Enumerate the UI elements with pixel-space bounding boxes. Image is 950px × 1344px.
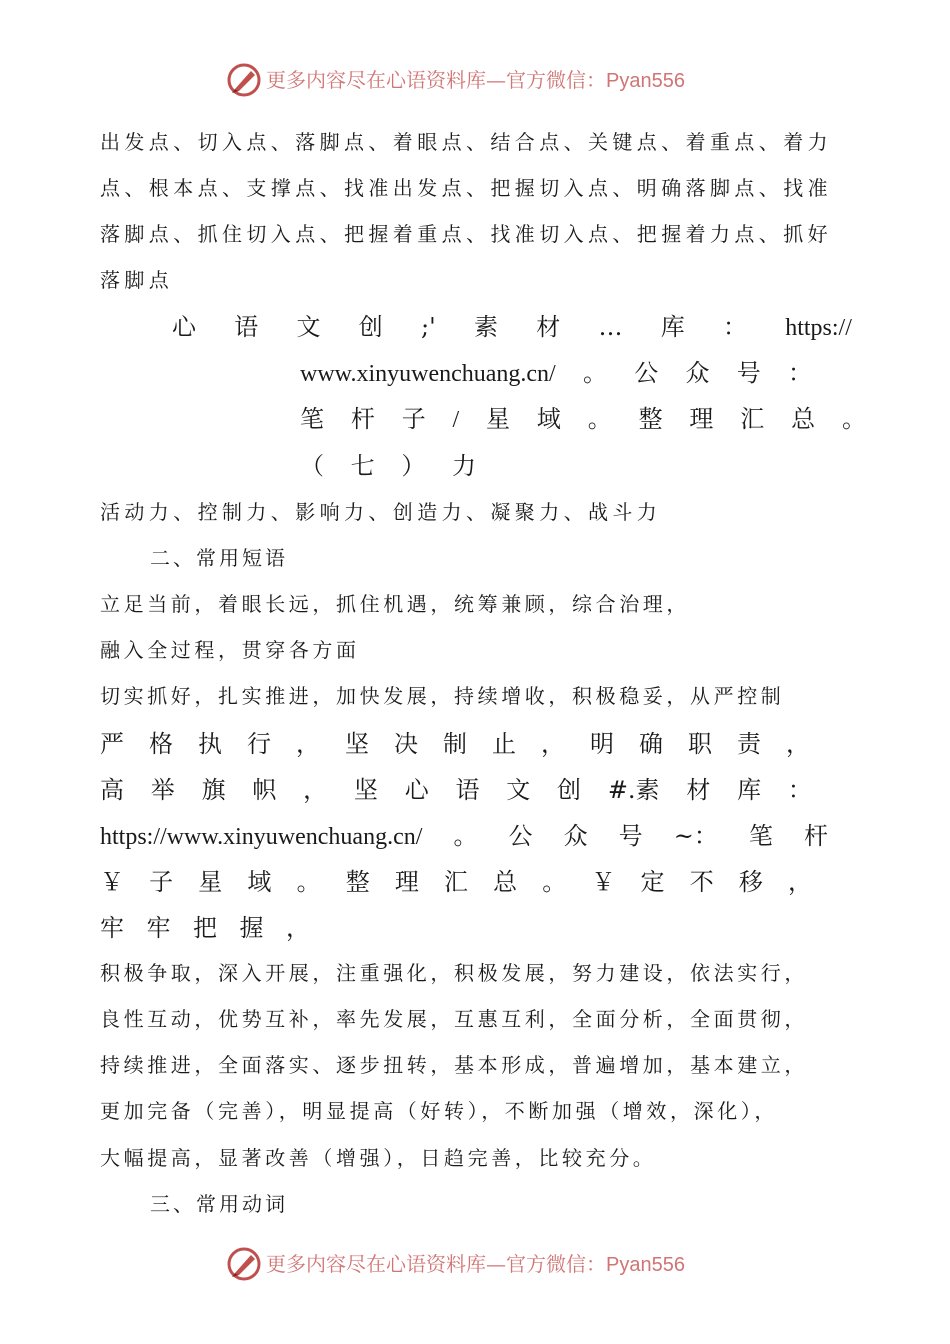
- word-token: ，: [787, 868, 812, 896]
- word-token: 责: [737, 730, 761, 758]
- word-token: 。: [587, 405, 612, 433]
- word-token: 子: [401, 405, 426, 433]
- word-token: 举: [150, 776, 175, 804]
- word-token: ￥: [100, 868, 124, 896]
- word-token: 总: [493, 868, 518, 896]
- word-token: 帜: [252, 776, 277, 804]
- word-token: 库: [737, 776, 762, 804]
- word-token: 文: [506, 776, 531, 804]
- banner-text: 更多内容尽在心语资料库—官方微信：Pyan556: [266, 68, 685, 92]
- justified-line: [100, 774, 812, 806]
- word-token: 定: [640, 868, 665, 896]
- word-token: ）: [401, 452, 426, 480]
- justified-line: [300, 357, 812, 390]
- word-token: 整: [638, 405, 663, 433]
- word-token: 域: [247, 868, 272, 896]
- text-line: 持续推进，全面落实、逐步扭转，基本形成，普遍增加，基本建立，: [100, 1053, 808, 1077]
- text-line: 融入全过程，贯穿各方面: [100, 638, 360, 662]
- word-token: 止: [492, 730, 516, 758]
- word-token: 理: [689, 405, 714, 433]
- justified-line: [100, 912, 310, 944]
- word-token: 七: [350, 452, 375, 480]
- word-token: #.素: [607, 776, 660, 804]
- word-token: ，: [296, 730, 320, 758]
- word-token: 。: [296, 868, 321, 896]
- word-token: ~：: [673, 822, 718, 850]
- word-token: 众: [685, 359, 710, 387]
- word-token: 职: [688, 730, 712, 758]
- justified-line: [300, 450, 476, 482]
- word-token: 。: [542, 868, 567, 896]
- wechat-id: Pyan556: [606, 70, 685, 92]
- word-token: …: [598, 313, 623, 341]
- word-token: 创: [358, 313, 383, 341]
- text-line: 更加完备（完善），明显提高（好转），不断加强（增效，深化），: [100, 1099, 778, 1123]
- word-token: ：: [722, 313, 747, 341]
- text-line: 点、根本点、支撑点、找准出发点、把握切入点、明确落脚点、找准: [100, 176, 832, 200]
- word-token: 行: [247, 730, 271, 758]
- word-token: 汇: [443, 868, 468, 896]
- word-token: ：: [787, 776, 812, 804]
- word-token: ：: [787, 359, 812, 387]
- word-token: 明: [590, 730, 614, 758]
- text-line: 大幅提高，显著改善（增强），日趋完善，比较充分。: [100, 1146, 657, 1170]
- header-banner: [0, 60, 950, 100]
- section-heading: 二、常用短语: [150, 546, 288, 570]
- word-token: 把: [193, 914, 217, 942]
- word-token: 格: [149, 730, 173, 758]
- word-token: 移: [738, 868, 763, 896]
- word-token: 牢: [100, 914, 124, 942]
- word-token: 文: [296, 313, 321, 341]
- word-token: 执: [198, 730, 222, 758]
- word-token: 总: [791, 405, 816, 433]
- footer-banner: [0, 1244, 950, 1284]
- text-line: 活动力、控制力、影响力、创造力、凝聚力、战斗力: [100, 500, 662, 524]
- text-line: 落脚点: [100, 268, 174, 292]
- word-token: 心: [404, 776, 429, 804]
- text-line: 立足当前，着眼长远，抓住机遇，统筹兼顾，综合治理，: [100, 592, 690, 616]
- word-token: 杆: [350, 405, 375, 433]
- justified-line: [172, 311, 852, 344]
- word-token: 理: [394, 868, 419, 896]
- word-token: 。: [841, 405, 866, 433]
- word-token: 素: [473, 313, 498, 341]
- word-token: 。: [582, 359, 607, 387]
- word-token: 。: [453, 822, 478, 850]
- word-token: 号: [736, 359, 761, 387]
- word-token: 星: [486, 405, 511, 433]
- word-token: 星: [198, 868, 223, 896]
- word-token: 语: [455, 776, 480, 804]
- word-token: 制: [443, 730, 467, 758]
- justified-line: [100, 866, 812, 898]
- text-line: 良性互动，优势互补，率先发展，互惠互利，全面分析，全面贯彻，: [100, 1007, 808, 1031]
- word-token: 库: [660, 313, 685, 341]
- word-token: 笔: [748, 822, 773, 850]
- word-token: 不: [689, 868, 714, 896]
- word-token: 子: [149, 868, 174, 896]
- word-token: 坚: [345, 730, 369, 758]
- word-token: 公: [508, 822, 533, 850]
- word-token: 材: [536, 313, 561, 341]
- word-token: 笔: [300, 405, 324, 433]
- word-token: 域: [536, 405, 561, 433]
- text-line: 积极争取，深入开展，注重强化，积极发展，努力建设，依法实行，: [100, 961, 808, 985]
- word-token: 确: [639, 730, 663, 758]
- word-token: ￥: [591, 868, 616, 896]
- word-token: 旗: [201, 776, 226, 804]
- word-token: 语: [234, 313, 259, 341]
- word-token: https://: [785, 315, 852, 341]
- text-line: 切实抓好，扎实推进，加快发展，持续增收，积极稳妥，从严控制: [100, 684, 785, 708]
- banner-text: 更多内容尽在心语资料库—官方微信：Pyan556: [266, 1252, 685, 1276]
- word-token: www.xinyuwenchuang.cn/: [300, 361, 556, 387]
- justified-line: [300, 403, 866, 436]
- pen-logo-icon: [226, 62, 262, 98]
- text-line: 出发点、切入点、落脚点、着眼点、结合点、关键点、着重点、着力: [100, 130, 832, 154]
- word-token: 力: [451, 452, 476, 480]
- word-token: ，: [303, 776, 328, 804]
- word-token: 牢: [146, 914, 171, 942]
- word-token: /: [452, 407, 460, 433]
- word-token: 高: [100, 776, 124, 804]
- text-line: 落脚点、抓住切入点、把握着重点、找准切入点、把握着力点、抓好: [100, 222, 832, 246]
- word-token: 公: [634, 359, 659, 387]
- word-token: ，: [541, 730, 565, 758]
- word-token: 握: [239, 914, 264, 942]
- word-token: 材: [686, 776, 711, 804]
- justified-line: [100, 728, 810, 760]
- word-token: 号: [618, 822, 643, 850]
- word-token: 杆: [803, 822, 828, 850]
- word-token: ;': [421, 313, 436, 341]
- word-token: 心: [172, 313, 196, 341]
- word-token: ，: [286, 914, 310, 942]
- section-heading: 三、常用动词: [150, 1192, 288, 1216]
- word-token: 整: [345, 868, 370, 896]
- word-token: 坚: [353, 776, 378, 804]
- word-token: https://www.xinyuwenchuang.cn/: [100, 824, 423, 850]
- wechat-id: Pyan556: [606, 1254, 685, 1276]
- word-token: 汇: [740, 405, 765, 433]
- word-token: 创: [557, 776, 582, 804]
- word-token: 决: [394, 730, 418, 758]
- word-token: 严: [100, 730, 124, 758]
- word-token: （: [300, 452, 324, 480]
- word-token: 众: [563, 822, 588, 850]
- justified-line: [100, 820, 828, 853]
- word-token: ，: [786, 730, 810, 758]
- pen-logo-icon: [226, 1246, 262, 1282]
